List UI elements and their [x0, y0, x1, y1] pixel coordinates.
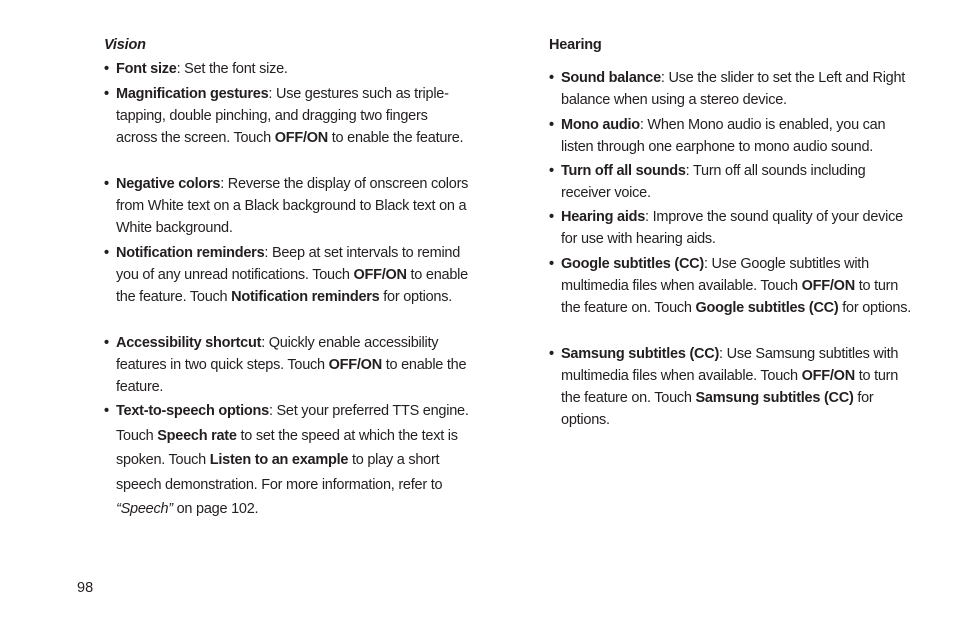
- bullet: •: [549, 70, 554, 86]
- bullet: •: [549, 117, 554, 133]
- list-item-notification-reminders: • Notification reminders: Beep at set intervals to remind you of any unread notifications. Touch OFF/ON to enable the feature. Touch Notification reminders for options.: [104, 242, 469, 308]
- bullet: •: [104, 61, 109, 77]
- bullet: •: [549, 163, 554, 179]
- speech-reference[interactable]: “Speech”: [116, 501, 173, 517]
- page-number: 98: [77, 580, 94, 596]
- vision-heading: Vision: [104, 37, 146, 53]
- list-item-magnification-gestures: • Magnification gestures: Use gestures such as triple-tapping, double pinching, and dragging two fingers across the screen. Touch OFF/ON to enable the feature.: [104, 83, 469, 149]
- bullet: •: [104, 86, 109, 102]
- list-item-turn-off-all-sounds: • Turn off all sounds: Turn off all sounds including receiver voice.: [549, 160, 914, 204]
- list-item-samsung-subtitles: • Samsung subtitles (CC): Use Samsung subtitles with multimedia files when available. Touch OFF/ON to turn the feature on. Touch Samsung subtitles (CC) for options.: [549, 343, 914, 431]
- list-item-text-to-speech-options: • Text-to-speech options: Set your preferred TTS engine. Touch Speech rate to set the speed at which the text is spoken. Touch Listen to an example to play a short speech demonstration. For more information, refer to “Speech” on page 102.: [104, 399, 469, 522]
- bullet: •: [104, 403, 109, 419]
- bullet: •: [104, 335, 109, 351]
- list-item-negative-colors: • Negative colors: Reverse the display of onscreen colors from White text on a Black background to Black text on a White background.: [104, 173, 469, 239]
- bullet: •: [549, 209, 554, 225]
- list-item-google-subtitles: • Google subtitles (CC): Use Google subtitles with multimedia files when available. Touch OFF/ON to turn the feature on. Touch Google subtitles (CC) for options.: [549, 253, 914, 319]
- bullet: •: [549, 346, 554, 362]
- list-item-font-size: • Font size: Set the font size.: [104, 58, 469, 80]
- list-item-hearing-aids: • Hearing aids: Improve the sound quality of your device for use with hearing aids.: [549, 206, 914, 250]
- list-item-accessibility-shortcut: • Accessibility shortcut: Quickly enable accessibility features in two quick steps. Touch OFF/ON to enable the feature.: [104, 332, 469, 398]
- hearing-heading: Hearing: [549, 37, 602, 53]
- bullet: •: [549, 256, 554, 272]
- bullet: •: [104, 176, 109, 192]
- list-item-mono-audio: • Mono audio: When Mono audio is enabled, you can listen through one earphone to mono audio sound.: [549, 114, 914, 158]
- bullet: •: [104, 245, 109, 261]
- list-item-sound-balance: • Sound balance: Use the slider to set the Left and Right balance when using a stereo device.: [549, 67, 914, 111]
